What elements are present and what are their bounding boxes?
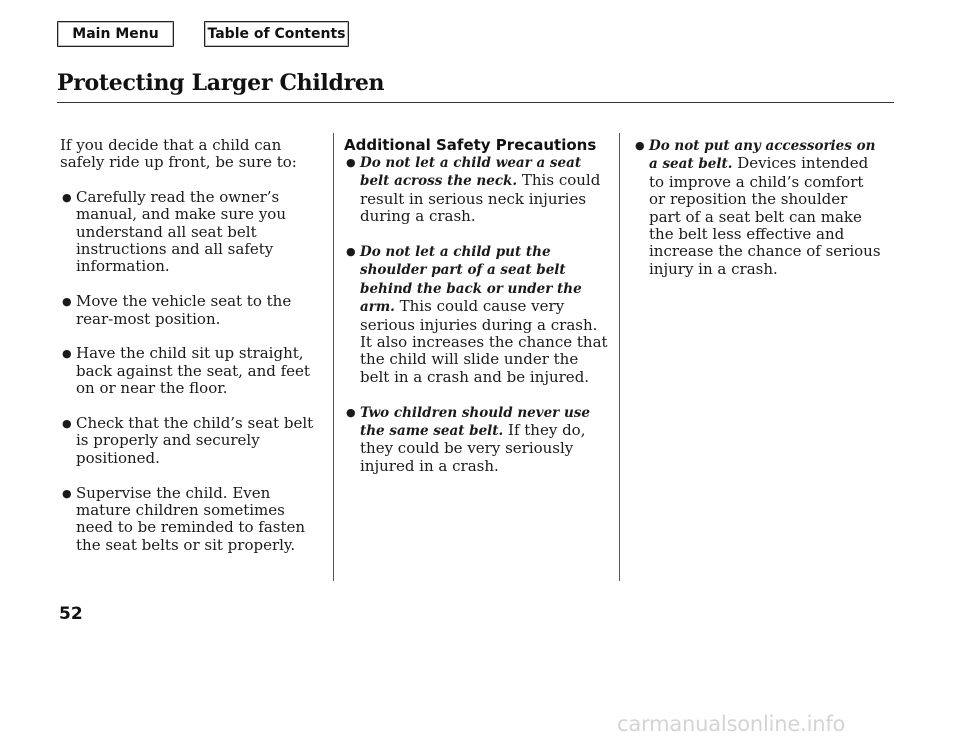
list-item-text: Check that the child’s seat belt is properly and securely positioned. [76, 414, 314, 467]
list-item [344, 154, 610, 226]
list-item [60, 189, 326, 276]
main-menu-button[interactable]: Main Menu [57, 21, 174, 47]
column-right [633, 137, 883, 278]
column-divider [333, 133, 334, 581]
bullet-icon: ● [62, 295, 72, 309]
bullet-icon: ● [346, 245, 356, 259]
bullet-icon: ● [62, 417, 72, 431]
bullet-icon: ● [346, 405, 356, 419]
accessories-list [633, 137, 883, 278]
column-middle [344, 137, 610, 493]
list-item [60, 485, 326, 555]
warning-body: This could result in serious neck injuries during a crash. [360, 171, 601, 226]
warning-lead: Do not let a child put the shoulder part of a seat belt behind the back or under the arm. [360, 244, 582, 316]
bullet-icon: ● [346, 156, 356, 169]
list-item-text: Carefully read the owner’s manual, and make sure you understand all seat belt instructions and all safety information. [76, 187, 286, 276]
list-item-text: Have the child sit up straight, back against the seat, and feet on or near the floor. [76, 344, 310, 398]
page-title: Protecting Larger Children [57, 70, 385, 96]
warning-lead: Two children should never use the same seat belt. [360, 404, 590, 440]
warning-body: This could cause very serious injuries during a crash. It also increases the chance that the child will slide under the belt in a crash and be injured. [360, 297, 608, 386]
bullet-icon: ● [62, 486, 72, 500]
bullet-icon: ● [62, 347, 72, 361]
warning-body: Devices intended to improve a child’s comfort or reposition the shoulder part of a seat belt can make the belt less effective and increase the chance of serious injury in a crash. [649, 154, 881, 278]
table-of-contents-button[interactable]: Table of Contents [204, 21, 349, 47]
list-item [633, 137, 883, 278]
warning-body: If they do, they could be very seriously injured in a crash. [360, 421, 586, 475]
bullet-icon: ● [635, 139, 645, 152]
section-heading: Additional Safety Precautions [344, 136, 597, 154]
intro-text: If you decide that a child can safely ride up front, be sure to: [60, 136, 297, 172]
list-item [344, 243, 610, 386]
list-item-text: Supervise the child. Even mature children sometimes need to be reminded to fasten the seat belts or sit properly. [76, 483, 306, 554]
list-item-text: Move the vehicle seat to the rear-most position. [76, 292, 292, 328]
safety-precautions-list [344, 154, 610, 475]
list-item [60, 345, 326, 397]
warning-lead: Do not put any accessories on a seat belt. [649, 138, 876, 173]
watermark: carmanualsonline.info [617, 712, 846, 736]
column-divider [619, 133, 620, 581]
precaution-list [60, 189, 326, 554]
warning-lead: Do not let a child wear a seat belt across the neck. [360, 155, 582, 190]
column-left [60, 137, 326, 572]
bullet-icon: ● [62, 190, 72, 204]
title-divider [57, 102, 894, 103]
list-item [344, 404, 610, 476]
page-number: 52 [59, 604, 83, 624]
list-item [60, 293, 326, 328]
list-item [60, 415, 326, 467]
